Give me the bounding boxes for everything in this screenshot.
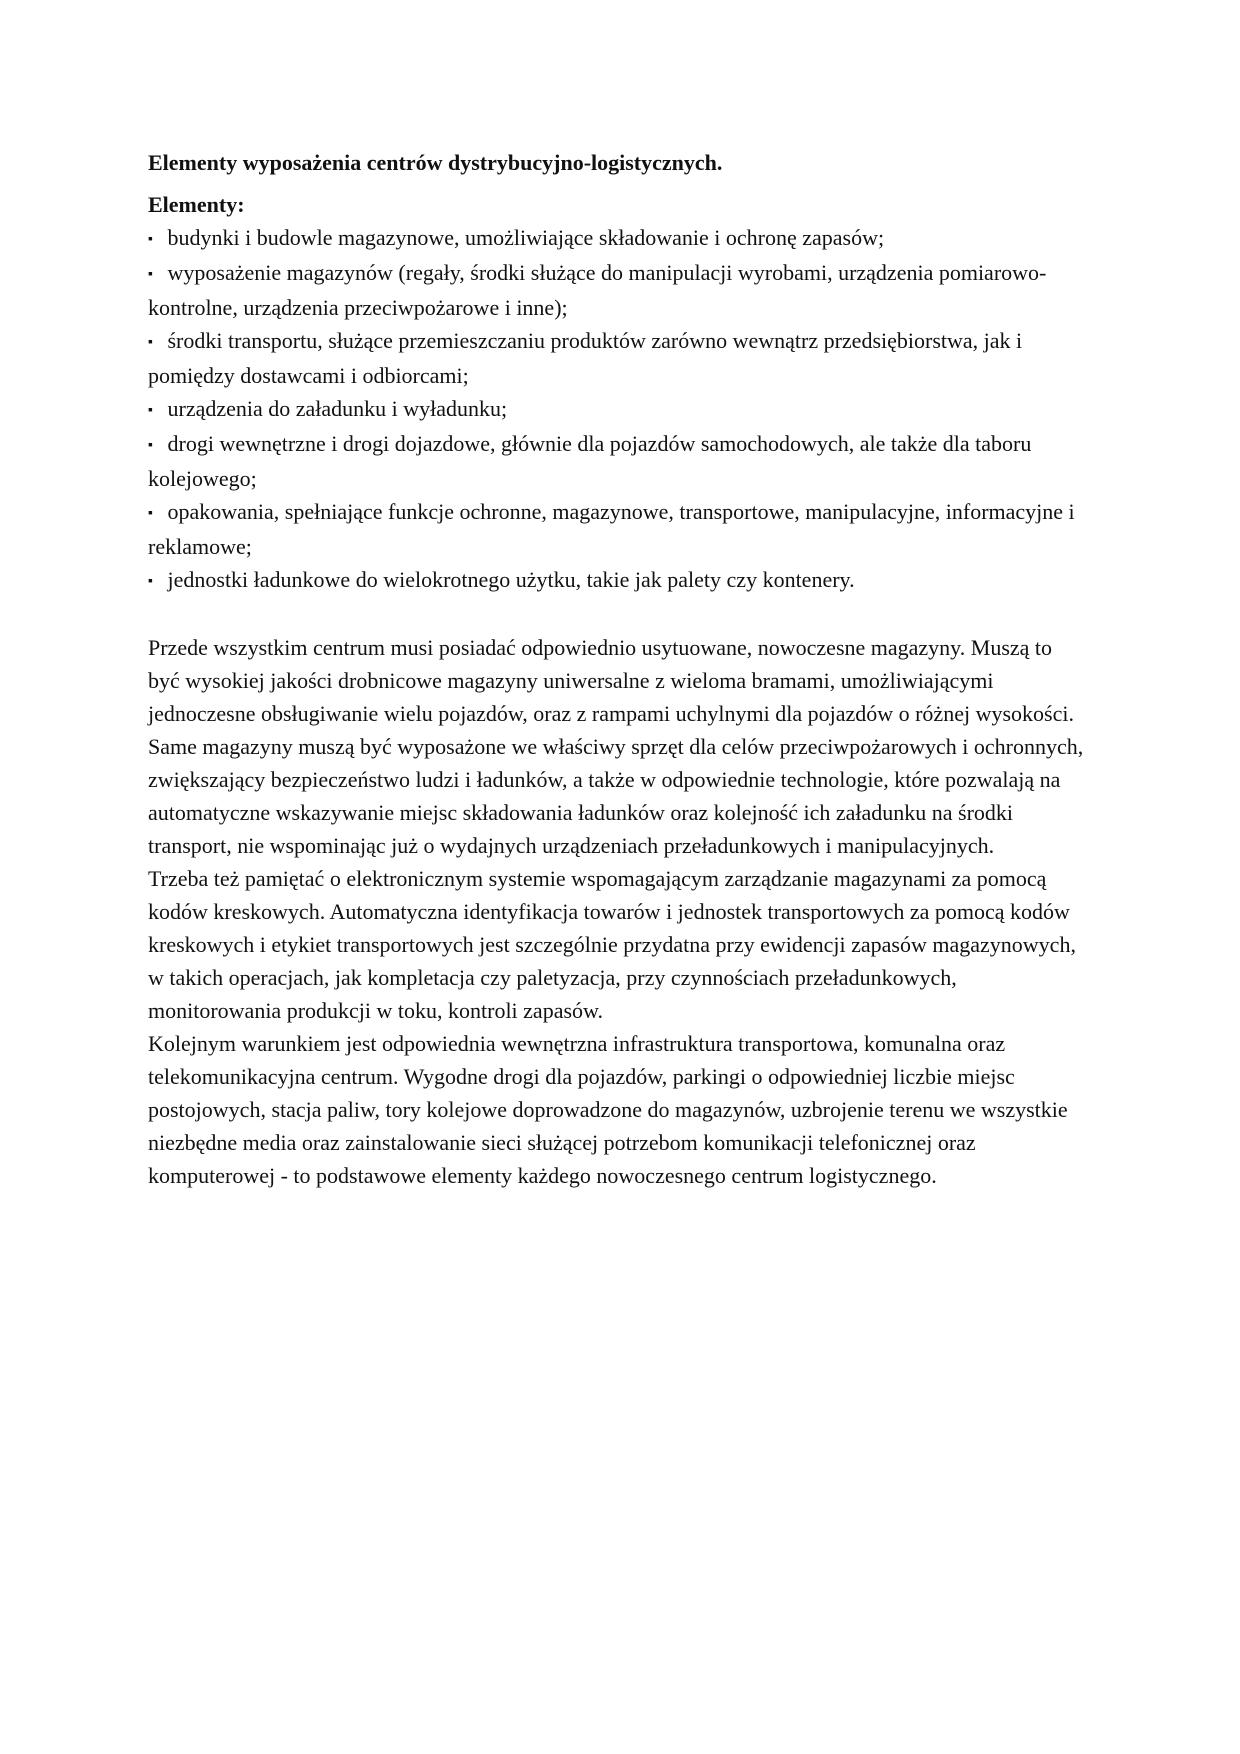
paragraph-spacer: [148, 598, 1088, 631]
bullet-icon: ▪: [148, 232, 153, 247]
paragraph-infrastructure: Kolejnym warunkiem jest odpowiednia wewnętrzna infrastruktura transportowa, komunalna oraz telekomunikacyjna centrum. Wygodne drogi dla pojazdów, parkingi o odpowiedniej liczbie miejsc postojowych, stacja paliw, tory kolejowe doprowadzone do magazynów, uzbrojenie terenu we wszystkie niezbędne media oraz zainstalowanie sieci służącej potrzebom komunikacji telefonicznej oraz komputerowej - to podstawowe elementy każdego nowoczesnego centrum logistycznego.: [148, 1031, 1068, 1188]
list-item: [148, 563, 1088, 598]
list-item-text: drogi wewnętrzne i drogi dojazdowe, głównie dla pojazdów samochodowych, ale także dla taboru kolejowego;: [148, 431, 1032, 491]
bullet-icon: ▪: [148, 574, 153, 589]
list-item-text: środki transportu, służące przemieszczaniu produktów zarówno wewnątrz przedsiębiorstwa, jak i pomiędzy dostawcami i odbiorcami;: [148, 328, 1023, 388]
bullet-icon: ▪: [148, 506, 153, 521]
list-item-text: wyposażenie magazynów (regały, środki służące do manipulacji wyrobami, urządzenia pomiarowo-kontrolne, urządzenia przeciwpożarowe i inne);: [148, 260, 1047, 320]
paragraph-warehouses: Przede wszystkim centrum musi posiadać odpowiednio usytuowane, nowoczesne magazyny. Muszą to być wysokiej jakości drobnicowe magazyny uniwersalne z wieloma bramami, umożliwiającymi jednoczesne obsługiwanie wielu pojazdów, oraz z rampami uchylnymi dla pojazdów o różnej wysokości. Same magazyny muszą być wyposażone we właściwy sprzęt dla celów przeciwpożarowych i ochronnych, zwiększający bezpieczeństwo ludzi i ładunków, a także w odpowiednie technologie, które pozwalają na automatyczne wskazywanie miejsc składowania ładunków oraz kolejność ich załadunku na środki transport, nie wspominając już o wydajnych urządzeniach przeładunkowych i manipulacyjnych.: [148, 635, 1084, 858]
list-item: [148, 427, 1088, 495]
list-item-text: opakowania, spełniające funkcje ochronne, magazynowe, transportowe, manipulacyjne, informacyjne i reklamowe;: [148, 499, 1075, 559]
list-item: [148, 221, 1088, 256]
list-item-text: jednostki ładunkowe do wielokrotnego użytku, takie jak palety czy kontenery.: [167, 567, 855, 592]
section-heading: Elementy:: [148, 192, 245, 217]
list-item: [148, 495, 1088, 563]
elements-list: [148, 221, 1088, 598]
list-item-text: urządzenia do załadunku i wyładunku;: [167, 396, 508, 421]
document-title: Elementy wyposażenia centrów dystrybucyjno-logistycznych.: [148, 150, 723, 175]
list-item-text: budynki i budowle magazynowe, umożliwiające składowanie i ochronę zapasów;: [167, 225, 885, 250]
document-content: [148, 146, 1088, 1192]
list-item: [148, 324, 1088, 392]
bullet-icon: ▪: [148, 267, 153, 282]
bullet-icon: ▪: [148, 438, 153, 453]
list-item: [148, 392, 1088, 427]
bullet-icon: ▪: [148, 335, 153, 350]
paragraph-barcodes: Trzeba też pamiętać o elektronicznym systemie wspomagającym zarządzanie magazynami za pomocą kodów kreskowych. Automatyczna identyfikacja towarów i jednostek transportowych za pomocą kodów kreskowych i etykiet transportowych jest szczególnie przydatna przy ewidencji zapasów magazynowych, w takich operacjach, jak kompletacja czy paletyzacja, przy czynnościach przeładunkowych, monitorowania produkcji w toku, kontroli zapasów.: [148, 866, 1076, 1023]
bullet-icon: ▪: [148, 403, 153, 418]
list-item: [148, 256, 1088, 324]
